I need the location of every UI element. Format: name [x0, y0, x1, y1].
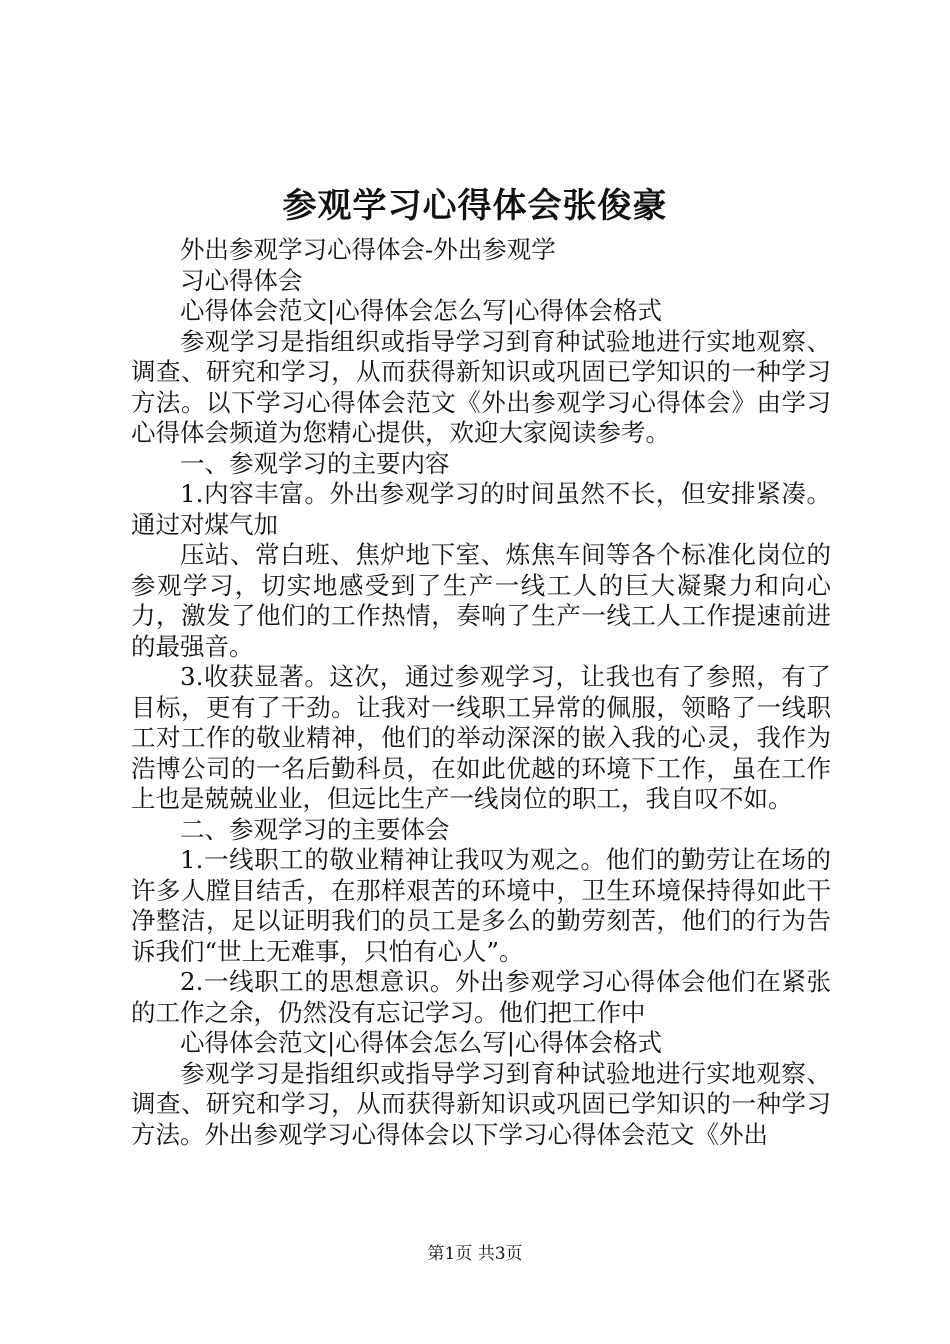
- section-heading: 一、参观学习的主要内容: [180, 448, 450, 478]
- paragraph: 习心得体会: [180, 265, 303, 295]
- paragraph: 心得体会范文|心得体会怎么写|心得体会格式: [180, 1028, 663, 1057]
- section-heading: 二、参观学习的主要体会: [180, 814, 450, 844]
- paragraph: 压站、常白班、焦炉地下室、炼焦车间等各个标准化岗位的参观学习，切实地感受到了生产一线工人的巨大凝聚力和向心力，激发了他们的工作热情，奏响了生产一线工人工作提速前进的最强音。: [131, 540, 831, 661]
- paragraph: 参观学习是指组织或指导学习到育种试验地进行实地观察、调查、研究和学习，从而获得新知识或巩固已学知识的一种学习方法。外出参观学习心得体会以下学习心得体会范文《外出: [131, 1058, 831, 1149]
- paragraph: 3.收获显著。这次，通过参观学习，让我也有了参照，有了目标，更有了干劲。让我对一线职工异常的佩服，领略了一线职工对工作的敬业精神，他们的举动深深的嵌入我的心灵，我作为浩博公司的一名后勤科员，在如此优越的环境下工作，虽在工作上也是兢兢业业，但远比生产一线岗位的职工，我自叹不如。: [131, 662, 831, 813]
- paragraph: 2.一线职工的思想意识。外出参观学习心得体会他们在紧张的工作之余，仍然没有忘记学习。他们把工作中: [131, 967, 831, 1027]
- paragraph: 参观学习是指组织或指导学习到育种试验地进行实地观察、调查、研究和学习，从而获得新知识或巩固已学知识的一种学习方法。以下学习心得体会范文《外出参观学习心得体会》由学习心得体会频道为您精心提供，欢迎大家阅读参考。: [131, 326, 831, 447]
- page-footer: 第1页 共3页: [427, 1244, 523, 1264]
- paragraph: 心得体会范文|心得体会怎么写|心得体会格式: [180, 296, 663, 325]
- paragraph: 1.一线职工的敬业精神让我叹为观之。他们的勤劳让在场的许多人膛目结舌，在那样艰苦的环境中，卫生环境保持得如此干净整洁，足以证明我们的员工是多么的勤劳刻苦，他们的行为告诉我们“世上无难事，只怕有心人”。: [131, 845, 831, 966]
- document-body: [131, 235, 831, 1150]
- document-title: 参观学习心得体会张俊豪: [282, 186, 668, 226]
- paragraph: 外出参观学习心得体会-外出参观学: [180, 235, 556, 264]
- paragraph: 1.内容丰富。外出参观学习的时间虽然不长，但安排紧凑。通过对煤气加: [131, 479, 831, 539]
